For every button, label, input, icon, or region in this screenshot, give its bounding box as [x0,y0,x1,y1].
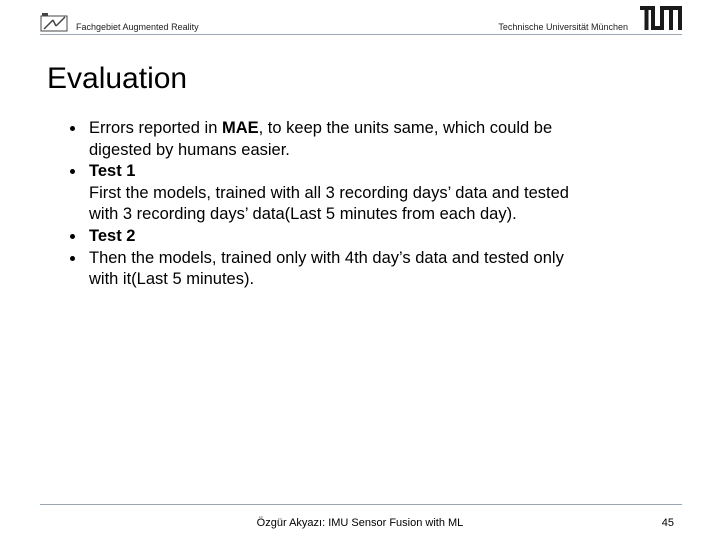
footer-author: Özgür Akyazı: IMU Sensor Fusion with ML [256,517,464,529]
footer-divider [40,504,682,505]
bullet-list [70,118,580,291]
bullet-dot-icon [70,169,75,174]
bullet-item [70,248,580,291]
bullet-heading: Test 1 [89,162,136,181]
tum-logo-icon [640,6,682,30]
bullet-dot-icon [70,126,75,131]
header-divider [40,34,682,35]
augmented-reality-logo-icon [40,12,68,32]
bullet-text: , to keep the units same, which could be digested by humans easier. [89,119,553,159]
bullet-item [70,118,580,161]
bullet-dot-icon [70,234,75,239]
page-number: 45 [661,517,674,529]
header-university: Technische Universität München [498,22,628,32]
bullet-text: First the models, trained with all 3 recording days’ data and tested with 3 recording days’ data(Last 5 minutes from each day). [89,183,569,224]
header-department: Fachgebiet Augmented Reality [76,22,199,32]
bullet-heading: Test 2 [89,226,136,245]
slide-title: Evaluation [47,62,188,95]
bullet-item [70,161,580,226]
bullet-bold: MAE [221,119,259,137]
bullet-text: Then the models, trained only with 4th day’s data and tested only with it(Last 5 minutes). [89,248,564,289]
bullet-dot-icon [70,256,75,261]
bullet-text: Errors reported in [89,119,222,137]
bullet-item [70,226,580,248]
